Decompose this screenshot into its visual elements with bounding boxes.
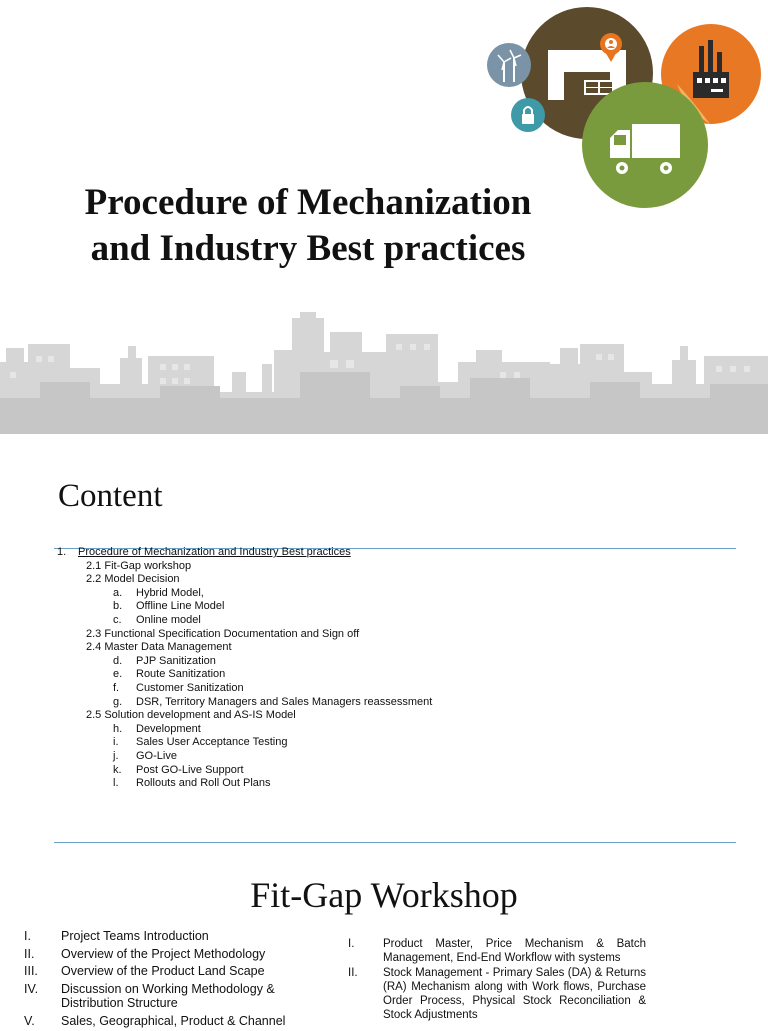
fitgap-item-text: Stock Management - Primary Sales (DA) & Returns (RA) Mechanism along with Work flows, Purchase Order Process, Physical Stock Reconciliation & Stock Adjustments [383, 967, 646, 1021]
toc-item-text: 2.4 Master Data Management [86, 641, 232, 654]
fitgap-right-list [348, 937, 646, 1023]
fitgap-item-number: II. [24, 946, 35, 961]
toc-item-text: DSR, Territory Managers and Sales Managers reassessment [136, 695, 433, 708]
fitgap-item-text: Sales, Geographical, Product & Channel [61, 1013, 286, 1028]
toc-item [54, 600, 734, 614]
toc-item [54, 777, 734, 791]
toc-item-number: g. [113, 695, 123, 708]
fitgap-item-number: III. [24, 964, 38, 978]
toc-item-number: b. [113, 600, 123, 613]
toc-item [54, 682, 734, 696]
toc-item [54, 573, 734, 587]
toc-item [54, 587, 734, 601]
title-line-2: and Industry Best practices [90, 228, 526, 269]
fitgap-item-text: Discussion on Working Methodology & Distribution Structure [61, 981, 275, 1010]
toc-item [54, 655, 734, 669]
toc-item-text: Offline Line Model [136, 600, 225, 613]
windmill-icon [487, 43, 531, 87]
toc-item-text: Route Sanitization [136, 668, 226, 681]
toc-item [54, 736, 734, 750]
fitgap-item-number: IV. [24, 981, 39, 996]
toc-item [54, 614, 734, 628]
toc-item-text: Procedure of Mechanization and Industry Best practices [78, 546, 351, 558]
toc-item [54, 696, 734, 710]
toc-item-text: GO-Live [136, 749, 177, 762]
content-bottom-divider [54, 842, 736, 843]
table-of-contents [54, 546, 734, 791]
fitgap-item [24, 947, 324, 962]
toc-item-text: Sales User Acceptance Testing [136, 736, 288, 749]
toc-item [54, 641, 734, 655]
fitgap-item-text: Project Teams Introduction [61, 929, 209, 943]
toc-item-text: Rollouts and Roll Out Plans [136, 777, 271, 790]
city-skyline-illustration [0, 312, 768, 434]
toc-item-text: PJP Sanitization [136, 654, 216, 667]
fitgap-item-text: Overview of the Project Methodology [61, 946, 266, 961]
toc-item-text: Post GO-Live Support [136, 763, 244, 776]
fitgap-item [24, 1014, 324, 1029]
fitgap-item-number: II. [348, 967, 358, 979]
fitgap-heading: Fit-Gap Workshop [250, 875, 518, 915]
toc-item-number: d. [113, 654, 123, 667]
toc-item-number: h. [113, 722, 123, 735]
fitgap-item-text: Product Master, Price Mechanism & Batch Management, End-End Workflow with systems [383, 938, 646, 964]
fitgap-item-number: I. [24, 929, 31, 943]
toc-item [54, 546, 734, 560]
toc-item-number: f. [113, 681, 120, 694]
fitgap-item [24, 929, 324, 944]
logistics-icon-cluster [480, 0, 768, 215]
fitgap-item-text: Overview of the Product Land Scape [61, 964, 265, 978]
lock-icon [511, 98, 545, 132]
fitgap-item [24, 964, 324, 979]
toc-item [54, 750, 734, 764]
toc-item-number: a. [113, 586, 123, 599]
toc-item-number: c. [113, 613, 122, 626]
toc-item-text: Customer Sanitization [136, 681, 244, 694]
fitgap-item-number: I. [348, 938, 355, 950]
toc-item-text: Development [136, 722, 201, 735]
content-heading: Content [58, 478, 163, 514]
fitgap-item [348, 966, 646, 1022]
toc-item [54, 709, 734, 723]
toc-item [54, 723, 734, 737]
toc-item-text: 2.1 Fit-Gap workshop [86, 559, 192, 572]
toc-item-number: j. [113, 749, 119, 762]
toc-item [54, 560, 734, 574]
fitgap-item-number: V. [24, 1013, 35, 1028]
fitgap-item [24, 982, 324, 1011]
toc-item-number: 1. [57, 546, 67, 558]
toc-item-text: Online model [136, 613, 201, 626]
fitgap-left-list [24, 929, 324, 1031]
toc-item-text: 2.3 Functional Specification Documentation and Sign off [86, 627, 360, 640]
truck-icon [582, 82, 708, 208]
toc-item-text: 2.2 Model Decision [86, 573, 180, 586]
toc-item [54, 764, 734, 778]
title-line-1: Procedure of Mechanization [84, 182, 532, 223]
toc-item-number: k. [113, 763, 122, 776]
fitgap-item [348, 937, 646, 965]
toc-item-number: e. [113, 668, 123, 681]
toc-item-text: Hybrid Model, [136, 586, 204, 599]
toc-item-number: l. [113, 777, 119, 790]
toc-item-text: 2.5 Solution development and AS-IS Model [86, 709, 296, 722]
toc-item [54, 668, 734, 682]
toc-item [54, 628, 734, 642]
toc-item-number: i. [113, 736, 119, 749]
